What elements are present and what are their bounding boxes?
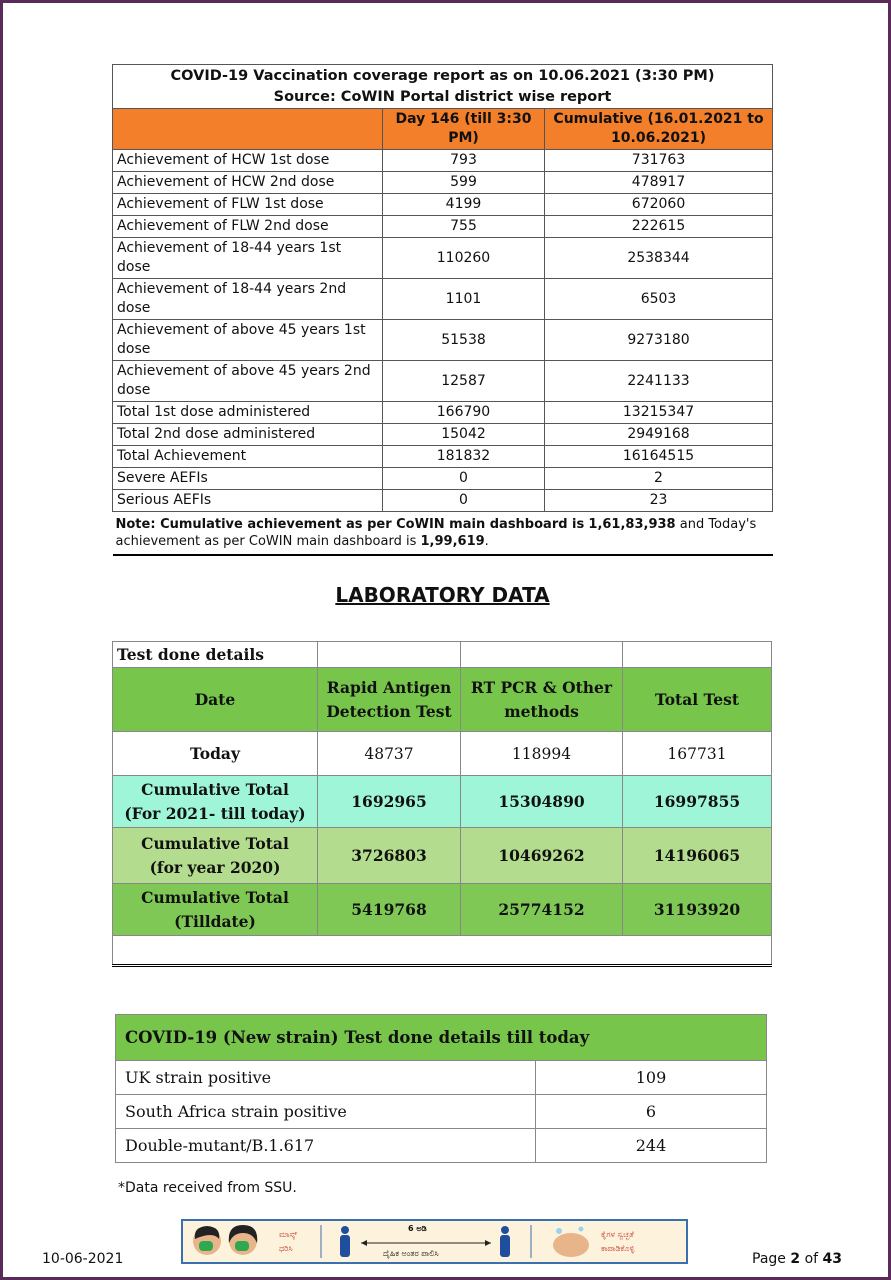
header-blank: [113, 109, 383, 150]
note-prefix: Note: Cumulative achievement as per CoWIN main dashboard is: [115, 517, 585, 532]
vaccination-row-label: Achievement of HCW 1st dose: [113, 150, 383, 172]
strain-label: Double-mutant/B.1.617: [116, 1129, 536, 1163]
vaccination-day-value: 4199: [383, 194, 545, 216]
vaccination-cum-value: 9273180: [545, 320, 773, 361]
lab-header-rtpcr: RT PCR & Other methods: [461, 668, 623, 732]
vaccination-day-value: 110260: [383, 238, 545, 279]
lab-header-total: Total Test: [623, 668, 772, 732]
lab-row-label: [113, 884, 318, 936]
vaccination-row-label: Achievement of above 45 years 2nd dose: [113, 361, 383, 402]
handwash-icon: [553, 1227, 589, 1258]
lab-header-date: Date: [113, 668, 318, 732]
vaccination-row: [113, 279, 773, 320]
vaccination-cum-value: 16164515: [545, 446, 773, 468]
lab-cell: 15304890: [461, 776, 623, 828]
mask-caption-icon: ಮಾಸ್ಕ್: [279, 1230, 298, 1239]
safety-banner: [181, 1219, 688, 1264]
vaccination-row: [113, 238, 773, 279]
lab-row-label: [113, 828, 318, 884]
mask-face-icon: [193, 1226, 221, 1255]
lab-cell: 5419768: [318, 884, 461, 936]
vaccination-day-value: 599: [383, 172, 545, 194]
vaccination-row: [113, 320, 773, 361]
vaccination-day-value: 793: [383, 150, 545, 172]
vaccination-cum-value: 672060: [545, 194, 773, 216]
vaccination-cum-value: 6503: [545, 279, 773, 320]
vaccination-cum-value: 2949168: [545, 424, 773, 446]
lab-row-label-line1: Cumulative Total: [141, 779, 289, 799]
vaccination-row-label: Achievement of above 45 years 1st dose: [113, 320, 383, 361]
lab-cell: 31193920: [623, 884, 772, 936]
vaccination-day-value: 51538: [383, 320, 545, 361]
vaccination-row-label: Total Achievement: [113, 446, 383, 468]
vaccination-cum-value: 731763: [545, 150, 773, 172]
footer-page: [752, 1251, 842, 1267]
mask-caption-icon: ಧರಿಸಿ: [279, 1244, 293, 1253]
lab-table-bottom: [113, 936, 772, 966]
strain-value: 244: [536, 1129, 767, 1163]
vaccination-row: [113, 150, 773, 172]
footnote: *Data received from SSU.: [118, 1180, 297, 1196]
lab-cell: 1692965: [318, 776, 461, 828]
note-end: .: [484, 534, 489, 549]
lab-cell: 167731: [623, 732, 772, 776]
footer-date: 10-06-2021: [42, 1251, 124, 1267]
vaccination-day-value: 12587: [383, 361, 545, 402]
vaccination-row: [113, 490, 773, 512]
lab-row-label-line2: (Tilldate): [174, 911, 256, 931]
vaccination-cum-value: 478917: [545, 172, 773, 194]
note-value-2: 1,99,619: [420, 534, 485, 549]
strain-table: [115, 1014, 767, 1163]
lab-cell: 16997855: [623, 776, 772, 828]
vaccination-cum-value: 2: [545, 468, 773, 490]
vaccination-row: [113, 194, 773, 216]
page-number: 2: [790, 1251, 801, 1267]
vaccination-row: [113, 216, 773, 238]
mask-face-icon: [229, 1225, 257, 1255]
vaccination-row-label: Achievement of FLW 2nd dose: [113, 216, 383, 238]
strain-label: UK strain positive: [116, 1061, 536, 1095]
lab-cell: 118994: [461, 732, 623, 776]
vaccination-day-value: 166790: [383, 402, 545, 424]
vaccination-cum-value: 2538344: [545, 238, 773, 279]
vaccination-cum-value: 23: [545, 490, 773, 512]
lab-row-label-line1: Cumulative Total: [141, 833, 289, 853]
page-total: 43: [822, 1251, 842, 1267]
vaccination-row: [113, 424, 773, 446]
lab-table: [112, 641, 772, 967]
strain-value: 6: [536, 1095, 767, 1129]
banner-distance-label: 6 ಅಡಿ: [408, 1224, 427, 1233]
vaccination-title: COVID-19 Vaccination coverage report as on 10.06.2021 (3:30 PM): [113, 65, 773, 88]
vaccination-row-label: Total 1st dose administered: [113, 402, 383, 424]
vaccination-day-value: 15042: [383, 424, 545, 446]
strain-value: 109: [536, 1061, 767, 1095]
lab-heading: LABORATORY DATA: [335, 583, 550, 607]
lab-title-blank: [461, 642, 623, 668]
person-icon: [340, 1226, 350, 1257]
vaccination-row: [113, 446, 773, 468]
vaccination-day-value: 0: [383, 490, 545, 512]
vaccination-cum-value: 13215347: [545, 402, 773, 424]
lab-cell: 25774152: [461, 884, 623, 936]
lab-header-rat: Rapid Antigen Detection Test: [318, 668, 461, 732]
vaccination-row-label: Achievement of 18-44 years 1st dose: [113, 238, 383, 279]
lab-row-label-line2: (For 2021- till today): [124, 803, 306, 823]
vaccination-day-value: 0: [383, 468, 545, 490]
lab-cell: 14196065: [623, 828, 772, 884]
lab-row-label-line2: (for year 2020): [149, 857, 281, 877]
vaccination-cum-value: 222615: [545, 216, 773, 238]
lab-cell: 48737: [318, 732, 461, 776]
lab-row-label-line1: Cumulative Total: [141, 887, 289, 907]
note-value-1: 1,61,83,938: [588, 517, 676, 532]
strain-label: South Africa strain positive: [116, 1095, 536, 1129]
vaccination-day-value: 181832: [383, 446, 545, 468]
vaccination-row-label: Achievement of HCW 2nd dose: [113, 172, 383, 194]
strain-title: COVID-19 (New strain) Test done details till today: [116, 1015, 767, 1061]
lab-cell: 3726803: [318, 828, 461, 884]
vaccination-day-value: 755: [383, 216, 545, 238]
vaccination-cum-value: 2241133: [545, 361, 773, 402]
handwash-caption-icon: ಕಾಪಾಡಿಕೊಳ್ಳಿ: [601, 1244, 635, 1253]
lab-row-label: [113, 776, 318, 828]
vaccination-row: [113, 402, 773, 424]
vaccination-row-label: Severe AEFIs: [113, 468, 383, 490]
banner-distance-caption: ದೈಹಿಕ ಅಂತರ ಪಾಲಿಸಿ: [383, 1249, 439, 1258]
handwash-caption-icon: ಕೈಗಳ ಸ್ವಚ್ಛತೆ: [601, 1230, 634, 1239]
lab-title-blank: [623, 642, 772, 668]
lab-title-blank: [318, 642, 461, 668]
vaccination-row-label: Serious AEFIs: [113, 490, 383, 512]
note-mid: and Today's achievement as per CoWIN main dashboard is: [115, 517, 757, 549]
vaccination-row-label: Total 2nd dose administered: [113, 424, 383, 446]
vaccination-row-label: Achievement of FLW 1st dose: [113, 194, 383, 216]
header-day: Day 146 (till 3:30 PM): [383, 109, 545, 150]
vaccination-note: [113, 512, 773, 556]
person-icon: [500, 1226, 510, 1257]
page-prefix: Page: [752, 1251, 786, 1267]
vaccination-table: [112, 64, 773, 556]
vaccination-day-value: 1101: [383, 279, 545, 320]
lab-row-label: Today: [113, 732, 318, 776]
vaccination-row: [113, 468, 773, 490]
page-of: of: [804, 1251, 819, 1267]
lab-table-title: Test done details: [113, 642, 318, 668]
header-cumulative: Cumulative (16.01.2021 to 10.06.2021): [545, 109, 773, 150]
vaccination-row-label: Achievement of 18-44 years 2nd dose: [113, 279, 383, 320]
vaccination-source: Source: CoWIN Portal district wise report: [113, 87, 773, 109]
vaccination-row: [113, 172, 773, 194]
vaccination-row: [113, 361, 773, 402]
lab-cell: 10469262: [461, 828, 623, 884]
